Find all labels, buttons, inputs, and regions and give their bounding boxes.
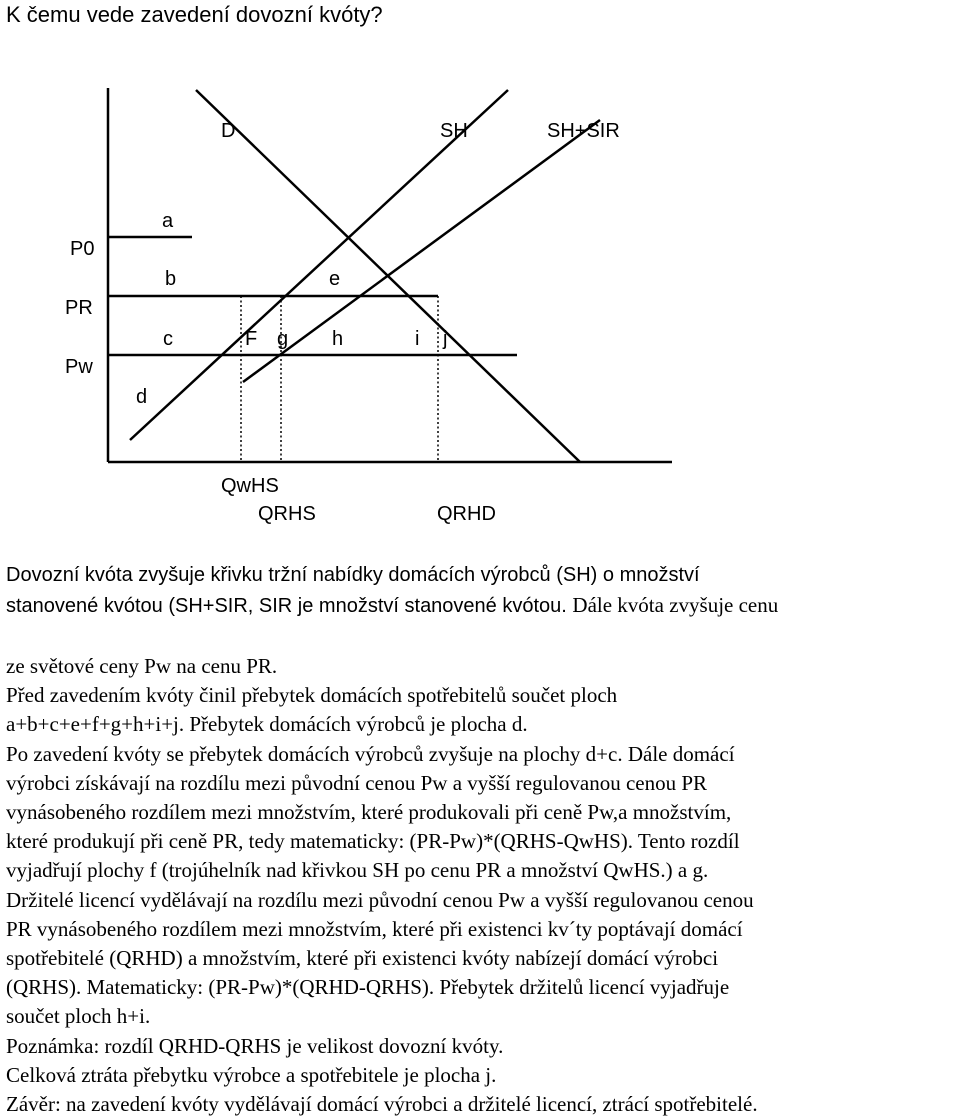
- supply-curve-sh-sir: [243, 120, 600, 382]
- intro-line: Dovozní kvóta zvyšuje křivku tržní nabídky domácích výrobců (SH) o množství: [6, 564, 700, 586]
- page-title: K čemu vede zavedení dovozní kvóty?: [6, 2, 383, 27]
- intro-paragraph: [6, 560, 956, 621]
- text-line: výrobci získávají na rozdílu mezi původní cenou Pw a vyšší regulovanou cenou PR: [6, 770, 708, 795]
- label-p0: P0: [70, 238, 95, 260]
- text-line: vyjadřují plochy f (trojúhelník nad křivkou SH po cenu PR a množství QwHS.) a g.: [6, 858, 709, 883]
- explanation-text: [6, 652, 958, 1119]
- label-qrhs: QRHS: [258, 503, 316, 525]
- text-line: Poznámka: rozdíl QRHD-QRHS je velikost dovozní kvóty.: [6, 1033, 504, 1058]
- text-line: ze světové ceny Pw na cenu PR.: [6, 654, 278, 678]
- intro-continuation: Dále kvóta zvyšuje cenu: [572, 593, 779, 617]
- label-pw: Pw: [65, 356, 93, 378]
- label-sh-sir: SH+SIR: [547, 120, 620, 142]
- area-i: i: [415, 328, 420, 350]
- label-qrhd: QRHD: [437, 503, 496, 525]
- text-line: Držitelé licencí vydělávají na rozdílu mezi původní cenou Pw a vyšší regulovanou cenou: [6, 887, 754, 912]
- area-h: h: [332, 328, 344, 350]
- area-g: g: [277, 328, 289, 350]
- area-j: j: [443, 328, 448, 350]
- intro-line-text: stanovené kvótou (SH+SIR, SIR je množství stanovené kvótou.: [6, 595, 567, 617]
- area-a: a: [162, 210, 174, 232]
- text-line: vynásobeného rozdílem mezi množstvím, které produkovali při ceně Pw,a množstvím,: [6, 800, 732, 825]
- text-line: které produkují při ceně PR, tedy matematicky: (PR-Pw)*(QRHS-QwHS). Tento rozdíl: [6, 829, 740, 854]
- text-line: součet ploch h+i.: [6, 1004, 151, 1029]
- label-qwhs: QwHS: [221, 475, 279, 497]
- text-line: a+b+c+e+f+g+h+i+j. Přebytek domácích výrobců je plocha d.: [6, 712, 528, 737]
- area-e: e: [329, 268, 341, 290]
- area-c: c: [163, 328, 173, 350]
- label-pr: PR: [65, 297, 93, 319]
- text-line: (QRHS). Matematicky: (PR-Pw)*(QRHD-QRHS). Přebytek držitelů licencí vyjadřuje: [6, 975, 730, 1000]
- text-line: spotřebitelé (QRHD) a množstvím, které při existenci kvóty nabízejí domácí výrobci: [6, 946, 719, 971]
- area-f: F: [245, 328, 258, 350]
- label-sh: SH: [440, 120, 468, 142]
- text-line: Celková ztráta přebytku výrobce a spotřebitele je plocha j.: [6, 1062, 497, 1087]
- text-line: PR vynásobeného rozdílem mezi množstvím, které při existenci kv´ty poptávají domácí: [6, 916, 743, 941]
- area-d: d: [136, 386, 148, 408]
- quota-diagram: [0, 0, 960, 540]
- intro-line: [6, 590, 956, 621]
- area-b: b: [165, 268, 177, 290]
- text-line: Před zavedením kvóty činil přebytek domácích spotřebitelů součet ploch: [6, 683, 618, 708]
- text-line: Po zavedení kvóty se přebytek domácích výrobců zvyšuje na plochy d+c. Dále domácí: [6, 741, 735, 766]
- supply-curve-sh: [130, 90, 508, 440]
- text-line: Závěr: na zavedení kvóty vydělávají domácí výrobci a držitelé licencí, ztrácí spotřebitelé.: [6, 1092, 758, 1117]
- label-d-curve: D: [221, 120, 236, 142]
